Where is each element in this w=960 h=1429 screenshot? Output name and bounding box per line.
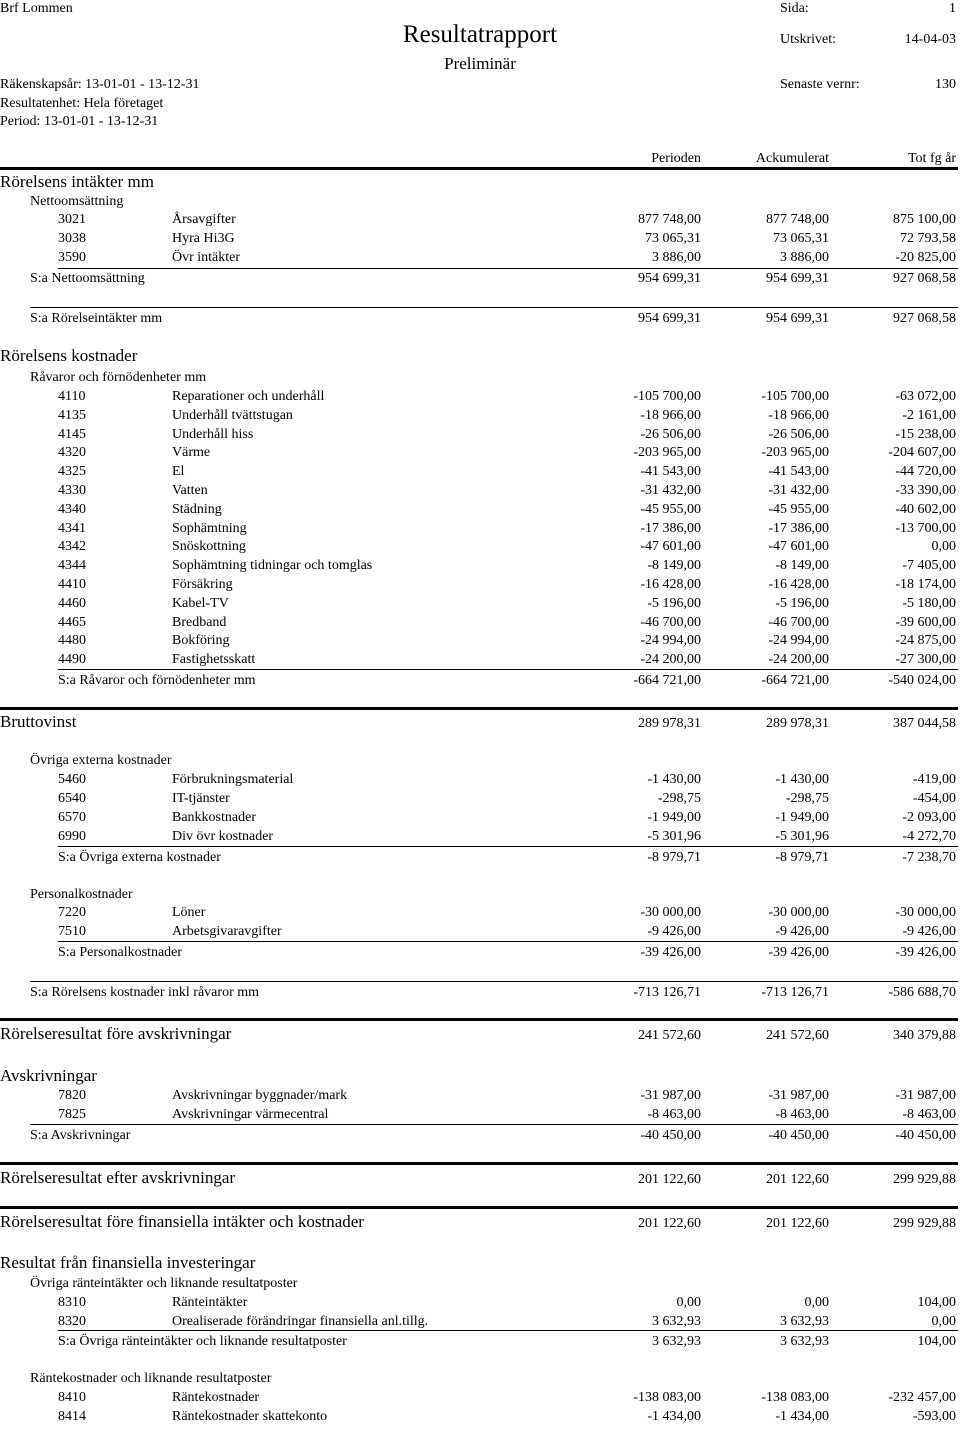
value-accumulated: -1 949,00 xyxy=(775,810,829,825)
sum-line xyxy=(58,669,958,670)
sum-prev-year: 927 068,58 xyxy=(893,271,956,286)
subsection-heading: Personalkostnader xyxy=(30,887,133,902)
value-accumulated: -31 987,00 xyxy=(768,1088,829,1103)
value-period: -5 301,96 xyxy=(647,829,701,844)
account-row xyxy=(0,558,960,576)
value-accumulated: -45 955,00 xyxy=(768,501,829,517)
value-accumulated: -41 543,00 xyxy=(768,464,829,480)
account-name: Bokföring xyxy=(172,633,230,649)
period: Period: 13-01-01 - 13-12-31 xyxy=(0,114,159,129)
account-number: 4342 xyxy=(58,539,86,555)
value-period: -8 463,00 xyxy=(647,1107,701,1122)
sum-accumulated: -8 979,71 xyxy=(775,850,829,865)
section-heading: Rörelsens intäkter mm xyxy=(0,172,154,191)
value-period: 0,00 xyxy=(676,1295,701,1310)
account-name: Orealiserade förändringar finansiella anl.tillg. xyxy=(172,1314,429,1329)
account-number: 8320 xyxy=(58,1314,86,1329)
total-line xyxy=(30,307,958,308)
sum-label: S:a Avskrivningar xyxy=(30,1128,131,1143)
result-label: Rörelseresultat efter avskrivningar xyxy=(0,1168,236,1187)
account-name: Ränteintäkter xyxy=(172,1295,248,1310)
value-accumulated: -26 506,00 xyxy=(768,426,829,442)
header-divider xyxy=(0,167,958,170)
total-label: S:a Rörelseintäkter mm xyxy=(30,311,163,326)
value-accumulated: 0,00 xyxy=(804,1295,829,1310)
value-period: -17 386,00 xyxy=(640,520,701,536)
sum-period: -8 979,71 xyxy=(647,850,701,865)
value-period: -26 506,00 xyxy=(640,426,701,442)
account-row xyxy=(0,408,960,426)
sum-line xyxy=(30,1124,958,1125)
account-name: Bankkostnader xyxy=(172,810,256,825)
account-number: 7825 xyxy=(58,1107,86,1122)
value-accumulated: -31 432,00 xyxy=(768,483,829,498)
value-period: 3 886,00 xyxy=(652,250,701,265)
subsection-heading: Övriga externa kostnader xyxy=(30,753,172,768)
account-number: 4410 xyxy=(58,577,86,592)
value-accumulated: -16 428,00 xyxy=(768,577,829,592)
account-row xyxy=(0,1295,960,1313)
sum-row xyxy=(0,850,960,868)
subsection-heading: Råvaror och förnödenheter mm xyxy=(30,370,207,385)
account-number: 5460 xyxy=(58,772,86,787)
account-row xyxy=(0,389,960,407)
value-prev-year: 72 793,58 xyxy=(900,231,956,246)
account-row xyxy=(0,483,960,501)
last-ver-label: Senaste vernr: xyxy=(780,77,860,92)
account-number: 6540 xyxy=(58,791,86,806)
value-prev-year: 0,00 xyxy=(931,1314,956,1329)
value-period: -30 000,00 xyxy=(640,905,701,920)
value-prev-year: -24 875,00 xyxy=(895,633,956,649)
account-row xyxy=(0,445,960,463)
account-row xyxy=(0,596,960,614)
sum-accumulated: 954 699,31 xyxy=(766,271,829,286)
sum-line xyxy=(58,268,958,269)
section-heading: Avskrivningar xyxy=(0,1066,97,1085)
account-number: 4340 xyxy=(58,501,86,517)
col-header-prev-year: Tot fg år xyxy=(907,151,956,166)
account-name: Städning xyxy=(172,501,222,517)
org-name: Brf Lommen xyxy=(0,1,73,16)
account-number: 3038 xyxy=(58,231,86,246)
value-prev-year: -39 600,00 xyxy=(895,614,956,630)
result-accumulated: 201 122,60 xyxy=(766,1216,829,1231)
value-period: -1 949,00 xyxy=(647,810,701,825)
page-label: Sida: xyxy=(780,1,809,16)
result-line xyxy=(0,1206,958,1209)
value-prev-year: -18 174,00 xyxy=(895,577,956,592)
value-period: -31 987,00 xyxy=(640,1088,701,1103)
total-label: S:a Rörelsens kostnader inkl råvaror mm xyxy=(30,985,260,1000)
account-number: 4460 xyxy=(58,595,86,611)
account-row xyxy=(0,231,960,249)
account-row xyxy=(0,1390,960,1408)
value-accumulated: -203 965,00 xyxy=(761,445,829,461)
sum-row xyxy=(0,1128,960,1146)
gross-profit-prev-year: 387 044,58 xyxy=(893,716,956,731)
gross-profit-period: 289 978,31 xyxy=(638,716,701,731)
total-prev-year: -586 688,70 xyxy=(888,985,956,1000)
total-prev-year: 927 068,58 xyxy=(893,311,956,326)
value-prev-year: -5 180,00 xyxy=(902,595,956,611)
value-period: 73 065,31 xyxy=(645,231,701,246)
account-number: 4490 xyxy=(58,652,86,668)
value-accumulated: -138 083,00 xyxy=(761,1390,829,1405)
account-row xyxy=(0,1088,960,1106)
total-accumulated: 954 699,31 xyxy=(766,311,829,326)
value-accumulated: -8 463,00 xyxy=(775,1107,829,1122)
account-name: Underhåll tvättstugan xyxy=(172,407,293,423)
value-period: 3 632,93 xyxy=(652,1314,701,1329)
result-row xyxy=(0,1170,960,1190)
value-period: -1 430,00 xyxy=(647,772,701,787)
total-row xyxy=(0,985,960,1003)
printed-date: 14-04-03 xyxy=(904,32,956,47)
account-row xyxy=(0,633,960,651)
value-accumulated: 877 748,00 xyxy=(766,212,829,227)
account-name: Förbrukningsmaterial xyxy=(172,772,294,787)
value-accumulated: -298,75 xyxy=(785,791,829,806)
value-prev-year: -2 161,00 xyxy=(902,407,956,423)
value-accumulated: -47 601,00 xyxy=(768,539,829,555)
sum-period: -39 426,00 xyxy=(640,945,701,960)
account-number: 4325 xyxy=(58,464,86,480)
sum-row xyxy=(0,945,960,963)
value-accumulated: -8 149,00 xyxy=(775,558,829,574)
value-accumulated: -9 426,00 xyxy=(775,924,829,939)
value-prev-year: -232 457,00 xyxy=(888,1390,956,1405)
subsection-heading: Nettoomsättning xyxy=(30,194,124,209)
value-period: -46 700,00 xyxy=(640,614,701,630)
account-name: Sophämtning xyxy=(172,520,247,536)
gross-profit-row xyxy=(0,714,960,734)
total-line xyxy=(30,981,958,982)
sum-prev-year: -7 238,70 xyxy=(902,850,956,865)
account-row xyxy=(0,905,960,923)
account-row xyxy=(0,652,960,670)
gross-profit-line xyxy=(0,707,958,710)
value-prev-year: -419,00 xyxy=(912,772,956,787)
sum-prev-year: 104,00 xyxy=(917,1334,956,1349)
value-period: 877 748,00 xyxy=(638,212,701,227)
value-prev-year: -13 700,00 xyxy=(895,520,956,536)
account-row xyxy=(0,577,960,595)
value-prev-year: -7 405,00 xyxy=(902,558,956,574)
section-heading: Resultat från finansiella investeringar xyxy=(0,1253,256,1272)
sum-row xyxy=(0,673,960,691)
value-period: -5 196,00 xyxy=(647,595,701,611)
value-prev-year: -454,00 xyxy=(912,791,956,806)
value-prev-year: -44 720,00 xyxy=(895,464,956,480)
result-period: 241 572,60 xyxy=(638,1028,701,1043)
total-period: -713 126,71 xyxy=(633,985,701,1000)
account-name: Årsavgifter xyxy=(172,212,236,227)
value-period: -41 543,00 xyxy=(640,464,701,480)
account-name: Fastighetsskatt xyxy=(172,652,256,668)
account-number: 8310 xyxy=(58,1295,86,1310)
result-prev-year: 299 929,88 xyxy=(893,1216,956,1231)
account-name: Värme xyxy=(172,445,211,461)
total-row xyxy=(0,311,960,329)
account-name: Underhåll hiss xyxy=(172,426,254,442)
account-name: Div övr kostnader xyxy=(172,829,274,844)
account-name: Vatten xyxy=(172,483,208,498)
account-row xyxy=(0,1107,960,1125)
value-period: -9 426,00 xyxy=(647,924,701,939)
value-accumulated: -5 196,00 xyxy=(775,595,829,611)
result-label: Rörelseresultat före avskrivningar xyxy=(0,1024,232,1043)
account-number: 4145 xyxy=(58,426,86,442)
result-prev-year: 340 379,88 xyxy=(893,1028,956,1043)
sum-period: 954 699,31 xyxy=(638,271,701,286)
account-number: 3021 xyxy=(58,212,86,227)
sum-line xyxy=(58,1330,958,1331)
value-prev-year: -30 000,00 xyxy=(895,905,956,920)
result-period: 201 122,60 xyxy=(638,1172,701,1187)
account-number: 4320 xyxy=(58,445,86,461)
account-name: Bredband xyxy=(172,614,227,630)
sum-line xyxy=(58,941,958,942)
sum-accumulated: 3 632,93 xyxy=(780,1334,829,1349)
account-name: Snöskottning xyxy=(172,539,246,555)
result-accumulated: 241 572,60 xyxy=(766,1028,829,1043)
total-accumulated: -713 126,71 xyxy=(761,985,829,1000)
account-name: Kabel-TV xyxy=(172,595,229,611)
account-name: Avskrivningar byggnader/mark xyxy=(172,1088,348,1103)
sum-period: 3 632,93 xyxy=(652,1334,701,1349)
account-name: Löner xyxy=(172,905,206,920)
account-number: 7510 xyxy=(58,924,86,939)
value-prev-year: -20 825,00 xyxy=(895,250,956,265)
account-name: Hyra Hi3G xyxy=(172,231,235,246)
value-accumulated: -5 301,96 xyxy=(775,829,829,844)
sum-line xyxy=(58,846,958,847)
account-name: Reparationer och underhåll xyxy=(172,389,325,404)
account-name: El xyxy=(172,464,185,480)
value-prev-year: -593,00 xyxy=(912,1409,956,1424)
account-name: Sophämtning tidningar och tomglas xyxy=(172,558,373,574)
value-accumulated: -17 386,00 xyxy=(768,520,829,536)
result-prev-year: 299 929,88 xyxy=(893,1172,956,1187)
account-row xyxy=(0,1409,960,1427)
account-number: 7220 xyxy=(58,905,86,920)
last-ver-number: 130 xyxy=(935,77,956,92)
sum-label: S:a Personalkostnader xyxy=(58,945,183,960)
value-accumulated: 73 065,31 xyxy=(773,231,829,246)
sum-prev-year: -540 024,00 xyxy=(888,673,956,688)
value-accumulated: -24 200,00 xyxy=(768,652,829,668)
value-prev-year: 0,00 xyxy=(931,539,956,555)
account-row xyxy=(0,212,960,230)
value-accumulated: -24 994,00 xyxy=(768,633,829,649)
sum-row xyxy=(0,1334,960,1352)
account-name: Räntekostnader skattekonto xyxy=(172,1409,328,1424)
account-row xyxy=(0,924,960,942)
sum-period: -40 450,00 xyxy=(640,1128,701,1143)
value-accumulated: -1 434,00 xyxy=(775,1409,829,1424)
account-row xyxy=(0,615,960,633)
col-header-accumulated: Ackumulerat xyxy=(755,151,829,166)
result-unit: Resultatenhet: Hela företaget xyxy=(0,96,164,111)
account-name: Avskrivningar värmecentral xyxy=(172,1107,329,1122)
gross-profit-label: Bruttovinst xyxy=(0,712,77,731)
value-prev-year: -40 602,00 xyxy=(895,501,956,517)
account-number: 3590 xyxy=(58,250,86,265)
account-number: 4330 xyxy=(58,483,86,498)
value-accumulated: -105 700,00 xyxy=(761,389,829,404)
value-period: -47 601,00 xyxy=(640,539,701,555)
result-row xyxy=(0,1026,960,1046)
total-period: 954 699,31 xyxy=(638,311,701,326)
account-number: 6990 xyxy=(58,829,86,844)
value-period: -8 149,00 xyxy=(647,558,701,574)
sum-label: S:a Nettoomsättning xyxy=(30,271,145,286)
account-row xyxy=(0,829,960,847)
account-row xyxy=(0,791,960,809)
value-prev-year: -204 607,00 xyxy=(888,445,956,461)
account-number: 4480 xyxy=(58,633,86,649)
account-row xyxy=(0,464,960,482)
result-label: Rörelseresultat före finansiella intäkter och kostnader xyxy=(0,1212,364,1231)
value-accumulated: -1 430,00 xyxy=(775,772,829,787)
value-prev-year: -9 426,00 xyxy=(902,924,956,939)
account-row xyxy=(0,502,960,520)
value-period: -24 200,00 xyxy=(640,652,701,668)
sum-accumulated: -664 721,00 xyxy=(761,673,829,688)
value-accumulated: 3 886,00 xyxy=(780,250,829,265)
value-period: -18 966,00 xyxy=(640,407,701,423)
report-subtitle: Preliminär xyxy=(444,54,516,73)
value-accumulated: -46 700,00 xyxy=(768,614,829,630)
value-prev-year: -31 987,00 xyxy=(895,1088,956,1103)
value-prev-year: -2 093,00 xyxy=(902,810,956,825)
value-period: -298,75 xyxy=(657,791,701,806)
account-number: 4465 xyxy=(58,614,86,630)
report-title: Resultatrapport xyxy=(402,21,558,48)
value-period: -45 955,00 xyxy=(640,501,701,517)
account-row xyxy=(0,539,960,557)
account-number: 8414 xyxy=(58,1409,86,1424)
value-period: -203 965,00 xyxy=(633,445,701,461)
value-period: -138 083,00 xyxy=(633,1390,701,1405)
col-header-period: Perioden xyxy=(651,151,701,166)
page-number: 1 xyxy=(949,1,956,16)
account-name: Försäkring xyxy=(172,577,233,592)
account-row xyxy=(0,772,960,790)
account-row xyxy=(0,810,960,828)
value-accumulated: 3 632,93 xyxy=(780,1314,829,1329)
sum-label: S:a Övriga ränteintäkter och liknande resultatposter xyxy=(58,1334,347,1349)
value-prev-year: 875 100,00 xyxy=(893,212,956,227)
account-number: 4110 xyxy=(58,389,86,404)
account-number: 8410 xyxy=(58,1390,86,1405)
result-row xyxy=(0,1214,960,1234)
account-number: 6570 xyxy=(58,810,86,825)
value-period: -31 432,00 xyxy=(640,483,701,498)
result-accumulated: 201 122,60 xyxy=(766,1172,829,1187)
sum-prev-year: -40 450,00 xyxy=(895,1128,956,1143)
result-line xyxy=(0,1162,958,1165)
account-number: 7820 xyxy=(58,1088,86,1103)
account-name: Arbetsgivaravgifter xyxy=(172,924,282,939)
sum-accumulated: -39 426,00 xyxy=(768,945,829,960)
account-name: IT-tjänster xyxy=(172,791,230,806)
value-prev-year: -15 238,00 xyxy=(895,426,956,442)
value-prev-year: -63 072,00 xyxy=(895,389,956,404)
result-period: 201 122,60 xyxy=(638,1216,701,1231)
account-row xyxy=(0,427,960,445)
value-accumulated: -18 966,00 xyxy=(768,407,829,423)
account-row xyxy=(0,250,960,268)
value-accumulated: -30 000,00 xyxy=(768,905,829,920)
value-period: -16 428,00 xyxy=(640,577,701,592)
subsection-heading: Övriga ränteintäkter och liknande resultatposter xyxy=(30,1276,298,1291)
value-period: -24 994,00 xyxy=(640,633,701,649)
value-prev-year: -8 463,00 xyxy=(902,1107,956,1122)
result-line xyxy=(0,1018,958,1021)
sum-row xyxy=(0,271,960,289)
account-number: 4341 xyxy=(58,520,86,536)
value-prev-year: -27 300,00 xyxy=(895,652,956,668)
section-heading: Rörelsens kostnader xyxy=(0,346,138,365)
value-period: -1 434,00 xyxy=(647,1409,701,1424)
sum-prev-year: -39 426,00 xyxy=(895,945,956,960)
sum-label: S:a Övriga externa kostnader xyxy=(58,850,221,865)
account-row xyxy=(0,521,960,539)
printed-label: Utskrivet: xyxy=(780,32,836,47)
account-number: 4344 xyxy=(58,558,86,574)
sum-accumulated: -40 450,00 xyxy=(768,1128,829,1143)
value-period: -105 700,00 xyxy=(633,389,701,404)
value-prev-year: -33 390,00 xyxy=(895,483,956,498)
subsection-heading: Räntekostnader och liknande resultatposter xyxy=(30,1371,272,1386)
sum-period: -664 721,00 xyxy=(633,673,701,688)
fiscal-year: Räkenskapsår: 13-01-01 - 13-12-31 xyxy=(0,77,200,92)
value-prev-year: 104,00 xyxy=(917,1295,956,1310)
account-number: 4135 xyxy=(58,407,86,423)
gross-profit-accumulated: 289 978,31 xyxy=(766,716,829,731)
value-prev-year: -4 272,70 xyxy=(902,829,956,844)
sum-label: S:a Råvaror och förnödenheter mm xyxy=(58,673,256,688)
account-name: Övr intäkter xyxy=(172,250,241,265)
account-name: Räntekostnader xyxy=(172,1390,260,1405)
